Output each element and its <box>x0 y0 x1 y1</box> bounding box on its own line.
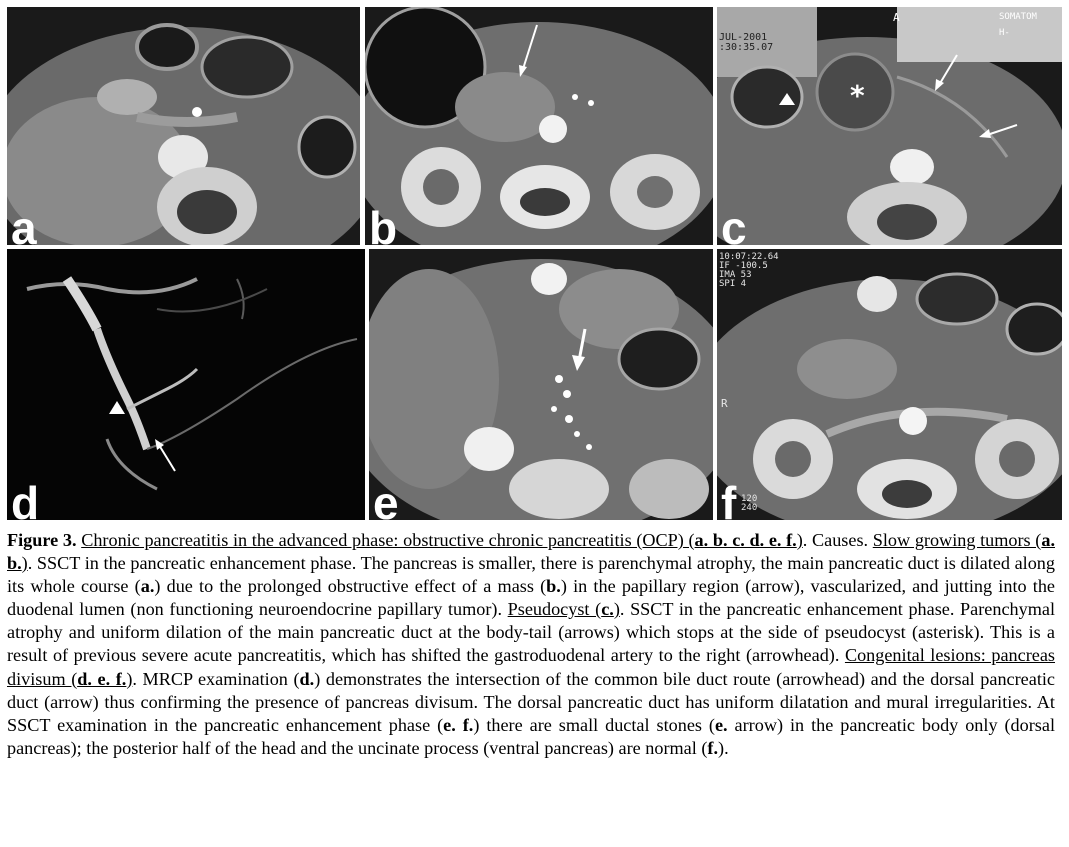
ct-scan-b <box>365 7 713 245</box>
panel-f <box>717 249 1062 520</box>
panel-d <box>7 249 365 520</box>
figure-caption: Figure 3. Chronic pancreatitis in the advanced phase: obstructive chronic pancreatitis (OCP) (a. b. c. d. e. f.). Causes. Slow growing tumors (a. b.). SSCT in the pancreatic enhancement phase. The pancreas is smaller, there is parenchymal atrophy, the main pancreatic duct is dilated along its whole course (a.) due to the prolonged obstructive effect of a mass (b.) in the papillary region (arrow), vascularized, and jutting into the duodenal lumen (non functioning neuroendocrine papillary tumor). Pseudocyst (c.). SSCT in the pancreatic enhancement phase. Parenchymal atrophy and uniform dilation of the main pancreatic duct at the body-tail (arrows) which stops at the side of pseudocyst (asterisk). This is a result of previous severe acute pancreatitis, which has shifted the gastroduodenal artery to the right (arrowhead). Congenital lesions: pancreas divisum (d. e. f.). MRCP examination (d.) demonstrates the intersection of the common bile duct route (arrowhead) and the dorsal pancreatic duct (arrow) thus confirming the presence of pancreas divisum. The dorsal pancreatic duct has uniform dilatation and mural irregularities. At SSCT examination in the pancreatic enhancement phase (e. f.) there are small ductal stones (e. arrow) in the pancreatic body only (dorsal pancreas); the posterior half of the head and the uncinate process (ventral pancreas) are normal (f.). <box>7 530 1055 758</box>
figure-3-image-grid <box>7 7 1062 520</box>
mrcp-scan-d <box>7 249 365 520</box>
scan-overlay-date: JUL-2001 :30:35.07 <box>719 32 774 53</box>
ct-scan-f <box>717 249 1062 520</box>
ct-scan-e <box>369 249 713 520</box>
panel-e <box>369 249 713 520</box>
panel-letter-b: b <box>369 202 398 245</box>
asterisk-marker: * <box>850 79 865 112</box>
ct-scan-a <box>7 7 360 245</box>
scan-overlay-window: 120 240 <box>741 494 758 513</box>
panel-c <box>717 7 1062 245</box>
scan-overlay-side: R <box>721 397 728 410</box>
panel-letter-f: f <box>721 477 737 520</box>
scan-overlay-parameters: 10:07:22.64 IF -100.5 IMA 53 SPI 4 <box>719 252 779 289</box>
scan-overlay-orientation: A <box>893 11 900 24</box>
caption-section-title: Slow growing tumors (a. b.) <box>7 530 1055 574</box>
panel-b <box>365 7 713 245</box>
panel-letter-c: c <box>721 202 747 245</box>
caption-section-title: Pseudocyst (c.) <box>507 599 620 620</box>
figure-label: Figure 3. <box>7 530 77 550</box>
panel-letter-e: e <box>373 477 399 520</box>
caption-section-title: Congenital lesions: pancreas divisum (d. e. f.) <box>7 645 1055 689</box>
scan-overlay-scanner: SOMATOM H- <box>999 12 1037 38</box>
panel-letter-d: d <box>11 477 40 520</box>
caption-section-title: Chronic pancreatitis in the advanced phase: obstructive chronic pancreatitis (OCP) (a. b. c. d. e. f.) <box>81 530 803 550</box>
panel-a <box>7 7 360 245</box>
panel-letter-a: a <box>11 202 37 245</box>
